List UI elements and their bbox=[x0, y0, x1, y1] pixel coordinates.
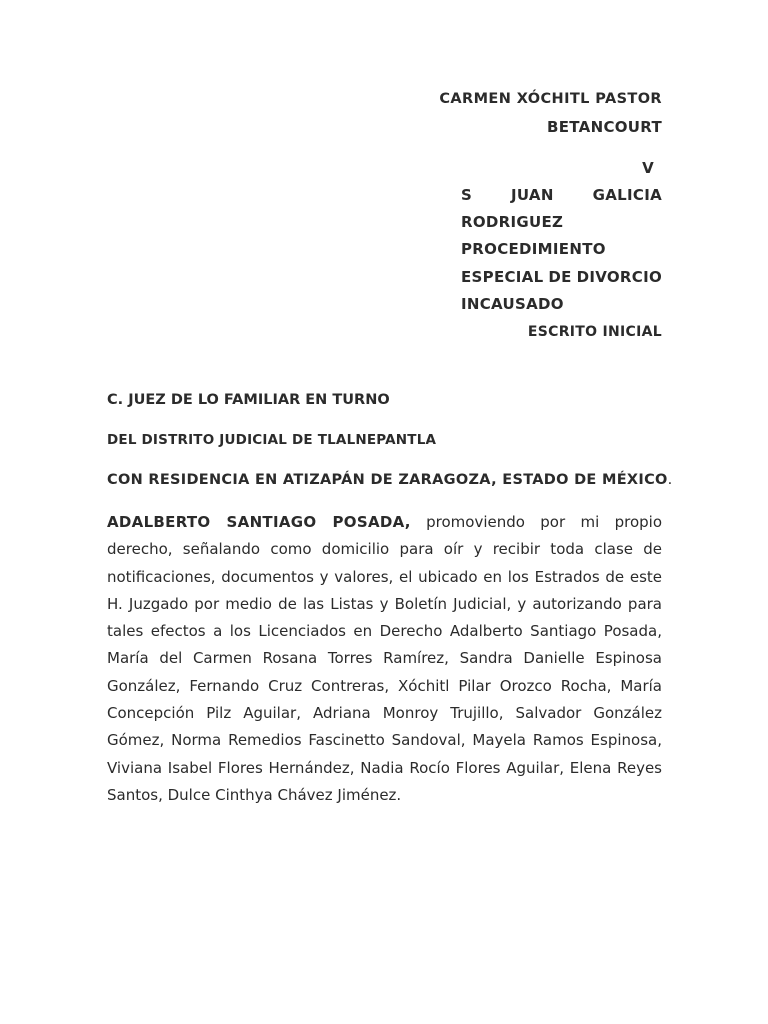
plaintiff-name-line2: BETANCOURT bbox=[547, 118, 662, 136]
procedure-line2 bbox=[461, 268, 662, 286]
promovente-name: ADALBERTO SANTIAGO POSADA, bbox=[107, 513, 411, 531]
caption-word: GALICIA bbox=[592, 186, 662, 204]
body-paragraph bbox=[107, 509, 662, 809]
addressee-judge: C. JUEZ DE LO FAMILIAR EN TURNO bbox=[107, 392, 390, 408]
procedure-line3: INCAUSADO bbox=[461, 295, 564, 313]
caption-word: S bbox=[461, 186, 473, 204]
defendant-name-row bbox=[461, 186, 662, 204]
caption-word: DIVORCIO bbox=[576, 268, 662, 286]
plaintiff-name-line1: CARMEN XÓCHITL PASTOR bbox=[439, 91, 662, 107]
defendant-surname: RODRIGUEZ bbox=[461, 213, 564, 231]
caption-word: DE bbox=[548, 268, 572, 286]
caption-word: ESPECIAL bbox=[461, 268, 544, 286]
addressee-residence bbox=[107, 472, 673, 488]
addressee-district: DEL DISTRITO JUDICIAL DE TLALNEPANTLA bbox=[107, 432, 437, 448]
addressee-residence-period: . bbox=[667, 472, 673, 488]
addressee-residence-text: CON RESIDENCIA EN ATIZAPÁN DE ZARAGOZA, ESTADO DE MÉXICO bbox=[107, 472, 668, 488]
document-type-label: ESCRITO INICIAL bbox=[527, 324, 662, 340]
procedure-line1: PROCEDIMIENTO bbox=[461, 240, 606, 258]
caption-word: JUAN bbox=[511, 186, 554, 204]
body-paragraph-text: promoviendo por mi propio derecho, señalando como domicilio para oír y recibir toda clase de notificaciones, documentos y valores, el ubicado en los Estrados de este H. Juzgado por medio de las Listas y Boletín Judicial, y autorizando para tales efectos a los Licenciados en Derecho Adalberto Santiago Posada, María del Carmen Rosana Torres Ramírez, Sandra Danielle Espinosa González, Fernando Cruz Contreras, Xóchitl Pilar Orozco Rocha, María Concepción Pilz Aguilar, Adriana Monroy Trujillo, Salvador González Gómez, Norma Remedios Fascinetto Sandoval, Mayela Ramos Espinosa, Viviana Isabel Flores Hernández, Nadia Rocío Flores Aguilar, Elena Reyes Santos, Dulce Cinthya Chávez Jiménez. bbox=[107, 513, 662, 804]
versus-marker: V bbox=[642, 159, 654, 177]
